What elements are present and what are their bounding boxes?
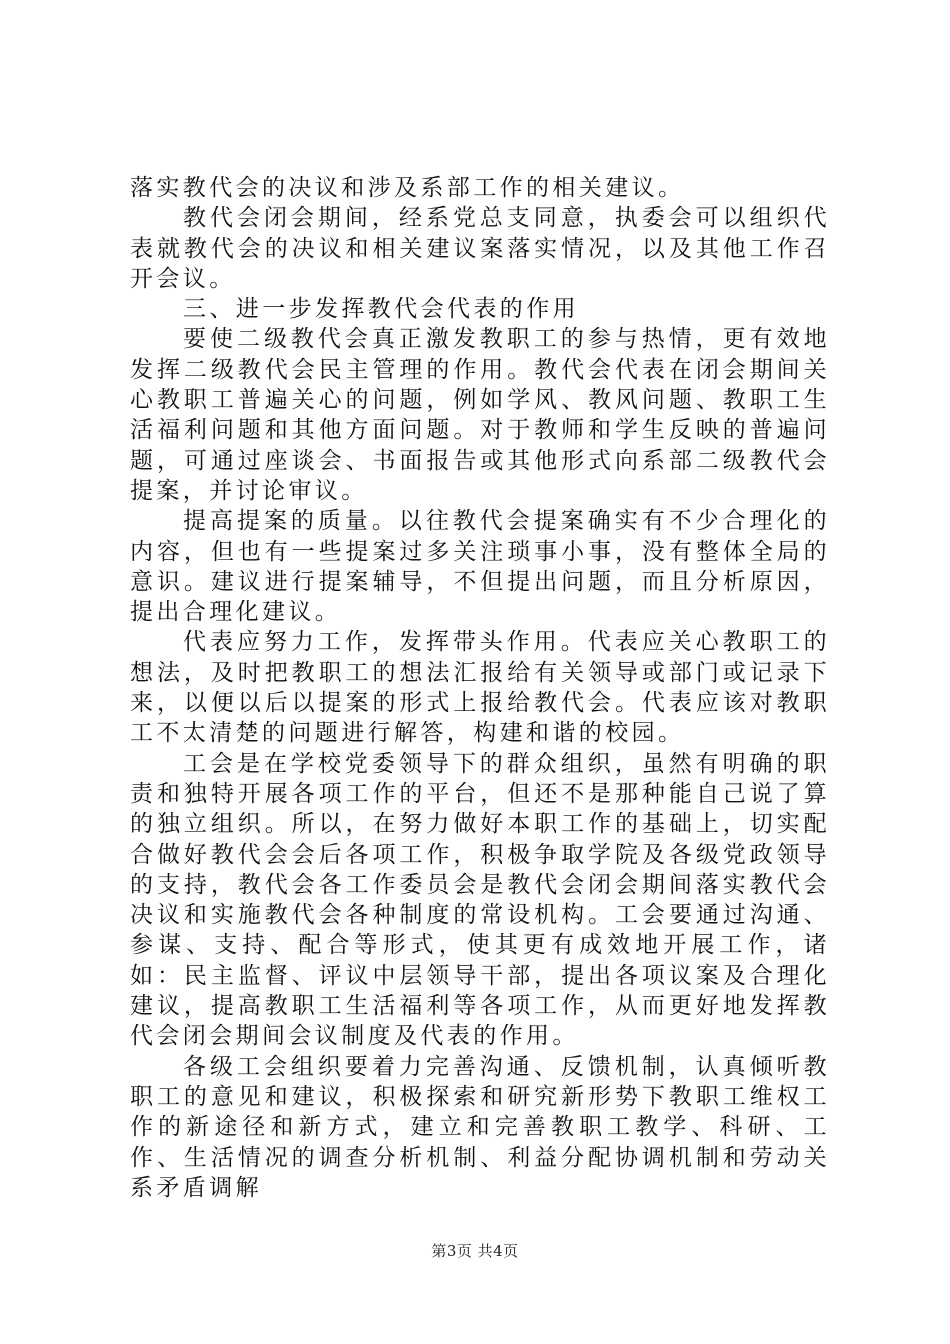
paragraph-5: 代表应努力工作，发挥带头作用。代表应关心教职工的想法，及时把教职工的想法汇报给有关领导或部门或记录下来，以便以后以提案的形式上报给教代会。代表应该对教职工不太清楚的问题进行解答，构建和谐的校园。 xyxy=(130,629,830,747)
page-number-footer: 第3页 共4页 xyxy=(431,1242,519,1260)
section-heading: 三、进一步发挥教代会代表的作用 xyxy=(183,296,579,323)
paragraph-6: 工会是在学校党委领导下的群众组织，虽然有明确的职责和独特开展各项工作的平台，但还不是那种能自己说了算的独立组织。所以，在努力做好本职工作的基础上，切实配合做好教代会会后各项工作，积极争取学院及各级党政领导的支持，教代会各工作委员会是教代会闭会期间落实教代会决议和实施教代会各种制度的常设机构。工会要通过沟通、参谋、支持、配合等形式，使其更有成效地开展工作，诸如：民主监督、评议中层领导干部，提出各项议案及合理化建议，提高教职工生活福利等各项工作，从而更好地发挥教代会闭会期间会议制度及代表的作用。 xyxy=(130,750,830,1050)
paragraph-7: 各级工会组织要着力完善沟通、反馈机制，认真倾听教职工的意见和建议，积极探索和研究新形势下教职工维权工作的新途径和新方式，建立和完善教职工教学、科研、工作、生活情况的调查分析机制、利益分配协调机制和劳动关系矛盾调解 xyxy=(130,1053,830,1201)
paragraph-2: 教代会闭会期间，经系党总支同意，执委会可以组织代表就教代会的决议和相关建议案落实情况，以及其他工作召开会议。 xyxy=(130,205,830,292)
paragraph-1: 落实教代会的决议和涉及系部工作的相关建议。 xyxy=(130,175,685,201)
document-body xyxy=(130,173,830,1203)
paragraph-3: 要使二级教代会真正激发教职工的参与热情，更有效地发挥二级教代会民主管理的作用。教代会代表在闭会期间关心教职工普遍关心的问题，例如学风、教风问题、教职工生活福利问题和其他方面问题。对于教师和学生反映的普遍问题，可通过座谈会、书面报告或其他形式向系部二级教代会提案，并讨论审议。 xyxy=(130,326,830,504)
paragraph-4: 提高提案的质量。以往教代会提案确实有不少合理化的内容，但也有一些提案过多关注琐事小事，没有整体全局的意识。建议进行提案辅导，不但提出问题，而且分析原因，提出合理化建议。 xyxy=(130,508,830,626)
